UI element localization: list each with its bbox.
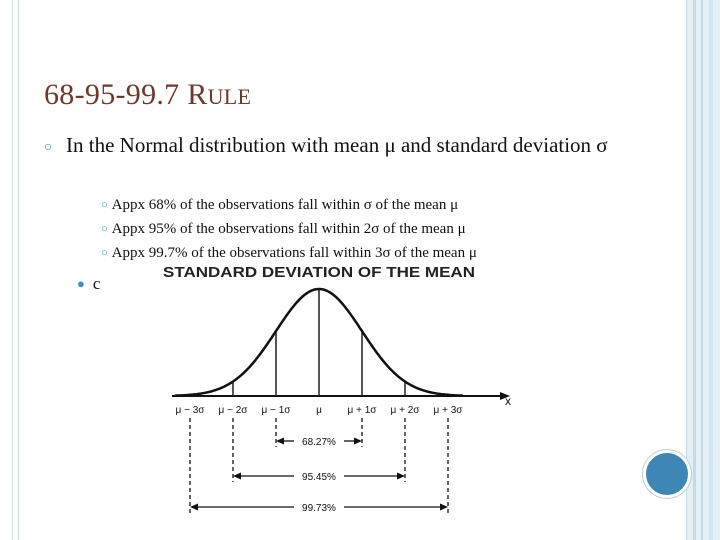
right-frame-stripe [709, 0, 713, 540]
decorative-circle [643, 450, 691, 498]
title-prefix: 68-95-99.7 R [44, 78, 208, 111]
tick-label: μ + 1σ [347, 405, 377, 416]
tick-labels [176, 405, 464, 416]
left-frame-border [0, 0, 19, 540]
bullet-dot-icon: ● [77, 276, 85, 291]
right-frame-stripe [693, 0, 696, 540]
diagram-heading: STANDARD DEVIATION OF THE MEAN [163, 265, 475, 281]
range-99 [190, 418, 448, 514]
bullet-ring-icon: ○ [101, 199, 108, 211]
range-label: 68.27% [302, 437, 336, 448]
bullet-c-text: c [92, 274, 101, 293]
x-axis-label: x [505, 394, 511, 408]
range-group [190, 418, 448, 514]
tick-label: μ + 2σ [390, 405, 420, 416]
normal-distribution-diagram [150, 255, 530, 520]
bullet-ring-icon: ○ [101, 223, 108, 235]
bullet-ring-icon: ○ [101, 247, 108, 259]
range-label: 99.73% [302, 503, 336, 514]
slide-title [44, 78, 251, 112]
main-bullet [44, 131, 634, 159]
bullet-c [77, 274, 100, 294]
sigma-lines [233, 289, 405, 396]
main-bullet-text: In the Normal distribution with mean μ and standard deviation σ [66, 133, 608, 157]
sub-bullet [101, 197, 458, 214]
bullet-ring-icon: ○ [44, 140, 53, 155]
range-68 [276, 418, 362, 448]
left-frame-line [12, 0, 13, 540]
tick-label: μ − 3σ [175, 405, 205, 416]
range-label: 95.45% [302, 472, 336, 483]
tick-label: μ [316, 405, 322, 416]
tick-label: μ + 3σ [433, 405, 463, 416]
right-frame-stripe [701, 0, 703, 540]
sub-bullet-text: Appx 95% of the observations fall within 2σ of the mean μ [111, 221, 466, 237]
sub-bullet-text: Appx 68% of the observations fall within σ of the mean μ [111, 197, 459, 213]
tick-label: μ − 1σ [261, 405, 291, 416]
range-95 [233, 418, 405, 483]
tick-label: μ − 2σ [218, 405, 248, 416]
sub-bullet-text: Appx 99.7% of the observations fall within 3σ of the mean μ [111, 245, 477, 261]
sub-bullet [101, 221, 466, 238]
title-smallcaps: ULE [207, 84, 252, 109]
right-frame-border [686, 0, 720, 540]
